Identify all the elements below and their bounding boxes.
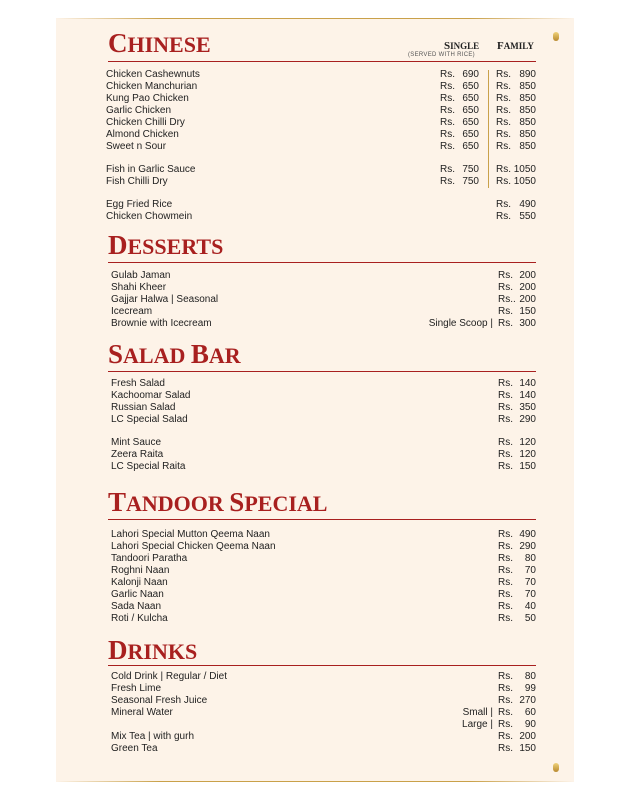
menu-item-name: LC Special Raita [111, 461, 186, 472]
menu-item-name: Sweet n Sour [106, 141, 167, 152]
item-price: 80 [524, 671, 536, 682]
item-price: 290 [519, 414, 536, 425]
item-price: 99 [524, 683, 536, 694]
column-divider [488, 70, 489, 188]
family-price: 1050 [513, 164, 536, 175]
currency-label: Rs. [498, 671, 513, 682]
currency-label: Rs. [498, 589, 513, 600]
currency-label: Rs.. [498, 294, 516, 305]
menu-item-name: LC Special Salad [111, 414, 188, 425]
currency-label: Rs. [498, 461, 513, 472]
item-price: 140 [519, 390, 536, 401]
currency-label: Rs. [498, 378, 513, 389]
single-price: 650 [462, 117, 479, 128]
family-price: 550 [519, 211, 536, 222]
currency-label: Rs. [496, 141, 511, 152]
menu-item-name: Garlic Naan [111, 589, 164, 600]
family-price: 850 [519, 81, 536, 92]
menu-item-name: Fish Chilli Dry [106, 176, 168, 187]
menu-item-name: Kung Pao Chicken [106, 93, 189, 104]
currency-label: Rs. [498, 529, 513, 540]
item-price: 70 [524, 589, 536, 600]
currency-label: Rs. [496, 176, 511, 187]
currency-label: Rs. [440, 105, 455, 116]
chinese-heading: CHINESE [108, 28, 211, 58]
menu-item-name: Fish in Garlic Sauce [106, 164, 196, 175]
currency-label: Rs. [496, 81, 511, 92]
family-price: 850 [519, 105, 536, 116]
item-price: 70 [524, 577, 536, 588]
item-price: 200 [519, 731, 536, 742]
family-price: 850 [519, 141, 536, 152]
item-variant: Small | [462, 707, 493, 718]
currency-label: Rs. [498, 318, 513, 329]
family-price: 490 [519, 199, 536, 210]
item-price: 350 [519, 402, 536, 413]
currency-label: Rs. [498, 577, 513, 588]
currency-label: Rs. [440, 164, 455, 175]
single-column-note: (SERVED WITH RICE) [408, 52, 475, 58]
item-variant: Single Scoop | [428, 318, 493, 329]
bottom-ornament-icon [553, 763, 559, 772]
menu-item-name: Lahori Special Mutton Qeema Naan [111, 529, 270, 540]
item-price: 200 [519, 270, 536, 281]
currency-label: Rs. [440, 141, 455, 152]
menu-item-name: Lahori Special Chicken Qeema Naan [111, 541, 276, 552]
currency-label: Rs. [496, 211, 511, 222]
item-price: 140 [519, 378, 536, 389]
menu-item-name: Seasonal Fresh Juice [111, 695, 208, 706]
item-price: 120 [519, 437, 536, 448]
top-gold-line [56, 18, 574, 19]
single-price: 690 [462, 69, 479, 80]
tandoor-special-heading: TANDOOR SPECIAL [108, 487, 328, 517]
currency-label: Rs. [498, 683, 513, 694]
currency-label: Rs. [498, 449, 513, 460]
menu-item-name: Garlic Chicken [106, 105, 172, 116]
menu-item-name: Mint Sauce [111, 437, 162, 448]
currency-label: Rs. [440, 93, 455, 104]
menu-item-name: Shahi Kheer [111, 282, 167, 293]
item-price: 490 [519, 529, 536, 540]
family-price: 1050 [513, 176, 536, 187]
currency-label: Rs. [496, 117, 511, 128]
family-price: 890 [519, 69, 536, 80]
menu-item-name: Icecream [111, 306, 153, 317]
tandoor-special-rule [108, 519, 536, 520]
currency-label: Rs. [498, 414, 513, 425]
menu-item-name: Kalonji Naan [111, 577, 168, 588]
menu-item-name: Egg Fried Rice [106, 199, 173, 210]
menu-item-name: Mineral Water [111, 707, 173, 718]
currency-label: Rs. [498, 541, 513, 552]
drinks-heading: DRINKS [108, 635, 198, 665]
item-price: 150 [519, 306, 536, 317]
family-price: 850 [519, 93, 536, 104]
currency-label: Rs. [496, 69, 511, 80]
currency-label: Rs. [498, 282, 513, 293]
item-price: 60 [524, 707, 536, 718]
menu-item-name: Chicken Cashewnuts [106, 69, 200, 80]
currency-label: Rs. [440, 129, 455, 140]
menu-item-name: Cold Drink | Regular / Diet [111, 671, 227, 682]
menu-item-name: Sada Naan [111, 601, 162, 612]
item-price: 200 [519, 294, 536, 305]
single-price: 650 [462, 141, 479, 152]
family-price: 850 [519, 117, 536, 128]
menu-item-name: Chicken Chowmein [106, 211, 193, 222]
single-column-header: SINGLE [444, 40, 480, 52]
item-price: 40 [524, 601, 536, 612]
menu-item-name: Gulab Jaman [111, 270, 171, 281]
item-note: | Seasonal [168, 294, 219, 305]
menu-item-name: Roti / Kulcha [111, 613, 168, 624]
chinese-rule [108, 61, 536, 62]
menu-item-name: Chicken Manchurian [106, 81, 198, 92]
menu-item-name: Chicken Chilli Dry [106, 117, 185, 128]
menu-item-name: Roghni Naan [111, 565, 170, 576]
item-price: 300 [519, 318, 536, 329]
menu-item-name: Fresh Lime [111, 683, 162, 694]
family-price: 850 [519, 129, 536, 140]
currency-label: Rs. [498, 731, 513, 742]
item-price: 270 [519, 695, 536, 706]
single-price: 650 [462, 93, 479, 104]
item-price: 50 [524, 613, 536, 624]
top-ornament-icon [553, 32, 559, 41]
menu-item-name: Zeera Raita [111, 449, 164, 460]
desserts-heading: DESSERTS [108, 230, 224, 260]
item-price: 290 [519, 541, 536, 552]
currency-label: Rs. [498, 613, 513, 624]
currency-label: Rs. [440, 81, 455, 92]
menu-item-name: Fresh Salad [111, 378, 165, 389]
item-price: 80 [524, 553, 536, 564]
drinks-rule [108, 665, 536, 666]
currency-label: Rs. [440, 117, 455, 128]
currency-label: Rs. [498, 553, 513, 564]
single-price: 650 [462, 81, 479, 92]
currency-label: Rs. [496, 129, 511, 140]
desserts-rule [108, 262, 536, 263]
single-price: 650 [462, 105, 479, 116]
item-price: 90 [524, 719, 536, 730]
currency-label: Rs. [498, 270, 513, 281]
menu-item-name: Kachoomar Salad [111, 390, 191, 401]
currency-label: Rs. [498, 437, 513, 448]
salad-bar-heading: SALAD BAR [108, 339, 241, 369]
currency-label: Rs. [496, 164, 511, 175]
currency-label: Rs. [498, 707, 513, 718]
item-price: 200 [519, 282, 536, 293]
currency-label: Rs. [496, 93, 511, 104]
menu-item-name: Green Tea [111, 743, 158, 754]
currency-label: Rs. [498, 565, 513, 576]
currency-label: Rs. [498, 719, 513, 730]
item-price: 120 [519, 449, 536, 460]
currency-label: Rs. [496, 105, 511, 116]
menu-item-name: Mix Tea | with gurh [111, 731, 195, 742]
salad-bar-rule [108, 371, 536, 372]
item-price: 150 [519, 461, 536, 472]
item-price: 150 [519, 743, 536, 754]
currency-label: Rs. [440, 176, 455, 187]
currency-label: Rs. [498, 306, 513, 317]
currency-label: Rs. [498, 695, 513, 706]
single-price: 750 [462, 176, 479, 187]
menu-item-name: Tandoori Paratha [111, 553, 188, 564]
single-price: 750 [462, 164, 479, 175]
item-variant: Large | [462, 719, 493, 730]
currency-label: Rs. [498, 601, 513, 612]
item-note: | with gurh [145, 731, 195, 742]
item-price: 70 [524, 565, 536, 576]
currency-label: Rs. [440, 69, 455, 80]
single-price: 650 [462, 129, 479, 140]
currency-label: Rs. [498, 390, 513, 401]
menu-item-name: Gajjar Halwa | Seasonal [111, 294, 219, 305]
menu-item-name: Russian Salad [111, 402, 176, 413]
item-note: | Regular / Diet [157, 671, 227, 682]
currency-label: Rs. [498, 743, 513, 754]
menu-item-name: Brownie with Icecream [111, 318, 212, 329]
currency-label: Rs. [498, 402, 513, 413]
family-column-header: FAMILY [497, 40, 534, 52]
currency-label: Rs. [496, 199, 511, 210]
bottom-gold-line [56, 781, 574, 782]
menu-item-name: Almond Chicken [106, 129, 179, 140]
